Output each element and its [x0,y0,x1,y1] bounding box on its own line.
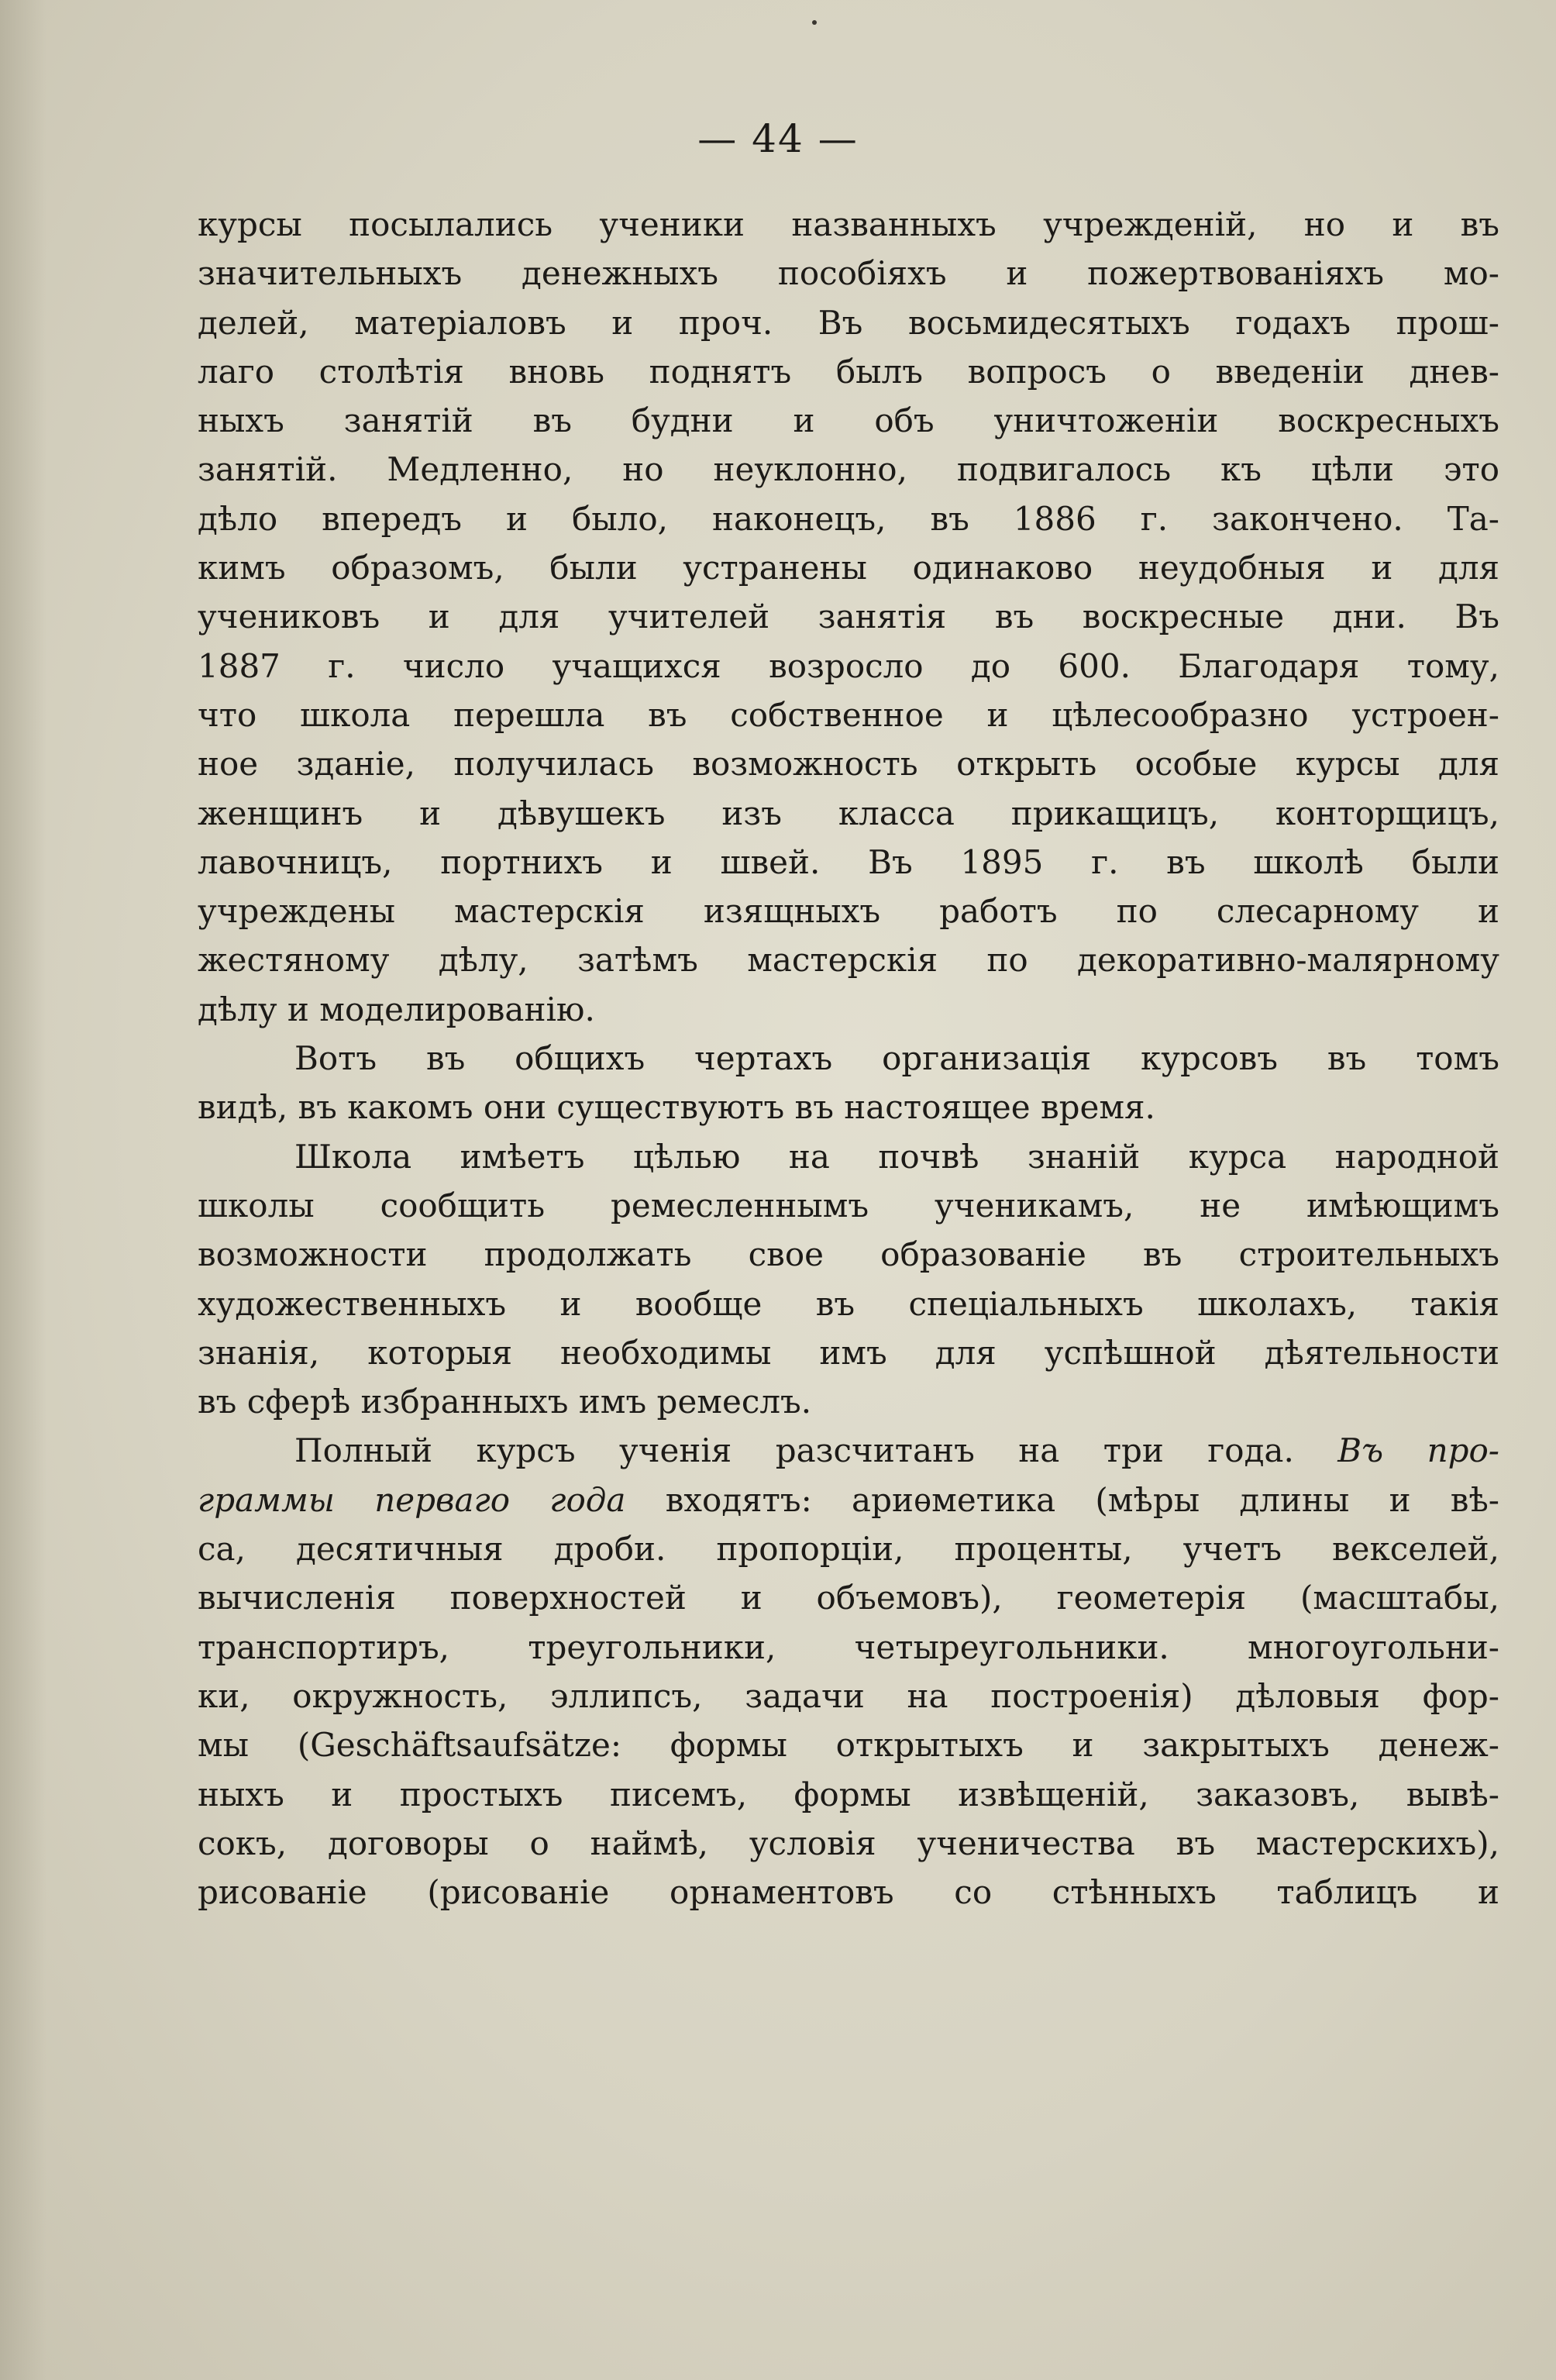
text-line: жестяному дѣлу, затѣмъ мастерскія по декоративно-малярному [198,941,1499,980]
text-line [198,1476,1499,1524]
text-run: входятъ: ариѳметика (мѣры длины и вѣ- [665,1480,1499,1519]
text-line: школы сообщить ремесленнымъ ученикамъ, не имѣющимъ [198,1186,1499,1224]
text-line: сокъ, договоры о наймѣ, условія ученичества въ мастерскихъ), [198,1824,1499,1862]
text-line: мы (Geschäftsaufsätze: формы открытыхъ и закрытыхъ денеж- [198,1726,1499,1765]
text-line [198,1426,1499,1475]
text-line: возможности продолжать свое образованіе въ строительныхъ [198,1235,1499,1274]
text-line: кимъ образомъ, были устранены одинаково неудобныя и для [198,549,1499,587]
text-line: женщинъ и дѣвушекъ изъ класса прикащицъ, конторщицъ, [198,794,1499,832]
text-line: вычисленія поверхностей и объемовъ), геометерія (масштабы, [198,1579,1499,1617]
text-line: делей, матеріаловъ и проч. Въ восьмидесятыхъ годахъ прош- [198,303,1499,342]
text-line: видѣ, въ какомъ они существуютъ въ настоящее время. [198,1088,1155,1127]
print-speck [812,20,817,25]
text-line: ки, окружность, эллипсъ, задачи на построенія) дѣловыя фор- [198,1676,1499,1715]
text-line: рисованіе (рисованіе орнаментовъ со стѣнныхъ таблицъ и [198,1873,1499,1912]
page-number: — 44 — [697,116,859,161]
text-line: лаго столѣтія вновь поднятъ былъ вопросъ о введеніи днев- [198,352,1499,391]
italic-run: граммы перваго года [198,1480,626,1519]
text-line: занятій. Медленно, но неуклонно, подвигалось къ цѣли это [198,450,1499,489]
text-line: курсы посылались ученики названныхъ учрежденій, но и въ [198,205,1499,243]
text-line: учреждены мастерскія изящныхъ работъ по слесарному и [198,892,1499,931]
italic-run: Въ про- [1337,1431,1499,1470]
text-run: Полный курсъ ученія разсчитанъ на три года. [294,1431,1294,1470]
text-line: Школа имѣетъ цѣлью на почвѣ знаній курса народной [294,1137,1499,1176]
text-line: са, десятичныя дроби. пропорціи, проценты, учетъ векселей, [198,1530,1499,1569]
text-line: дѣлу и моделированію. [198,990,595,1028]
text-line: лавочницъ, портнихъ и швей. Въ 1895 г. въ школѣ были [198,842,1499,881]
text-line: ныхъ и простыхъ писемъ, формы извѣщеній, заказовъ, вывѣ- [198,1775,1499,1813]
text-line: что школа перешла въ собственное и цѣлесообразно устроен- [198,695,1499,734]
binding-shadow [0,0,46,2380]
text-line: художественныхъ и вообще въ спеціальныхъ школахъ, такія [198,1284,1499,1323]
body-text [198,200,1499,1917]
text-line: ныхъ занятій въ будни и объ уничтоженіи воскресныхъ [198,401,1499,440]
text-line: учениковъ и для учителей занятія въ воскресные дни. Въ [198,598,1499,636]
text-line: въ сферѣ избранныхъ имъ ремеслъ. [198,1383,812,1421]
text-line: знанія, которыя необходимы имъ для успѣшной дѣятельности [198,1333,1499,1372]
text-line: значительныхъ денежныхъ пособіяхъ и пожертвованіяхъ мо- [198,254,1499,293]
text-line: транспортиръ, треугольники, четыреугольники. многоугольни- [198,1627,1499,1666]
text-line: ное зданіе, получилась возможность открыть особые курсы для [198,745,1499,784]
text-line: дѣло впередъ и было, наконецъ, въ 1886 г. закончено. Та- [198,499,1499,538]
text-line: Вотъ въ общихъ чертахъ организація курсовъ въ томъ [294,1039,1499,1078]
text-line: 1887 г. число учащихся возросло до 600. Благодаря тому, [198,646,1499,685]
